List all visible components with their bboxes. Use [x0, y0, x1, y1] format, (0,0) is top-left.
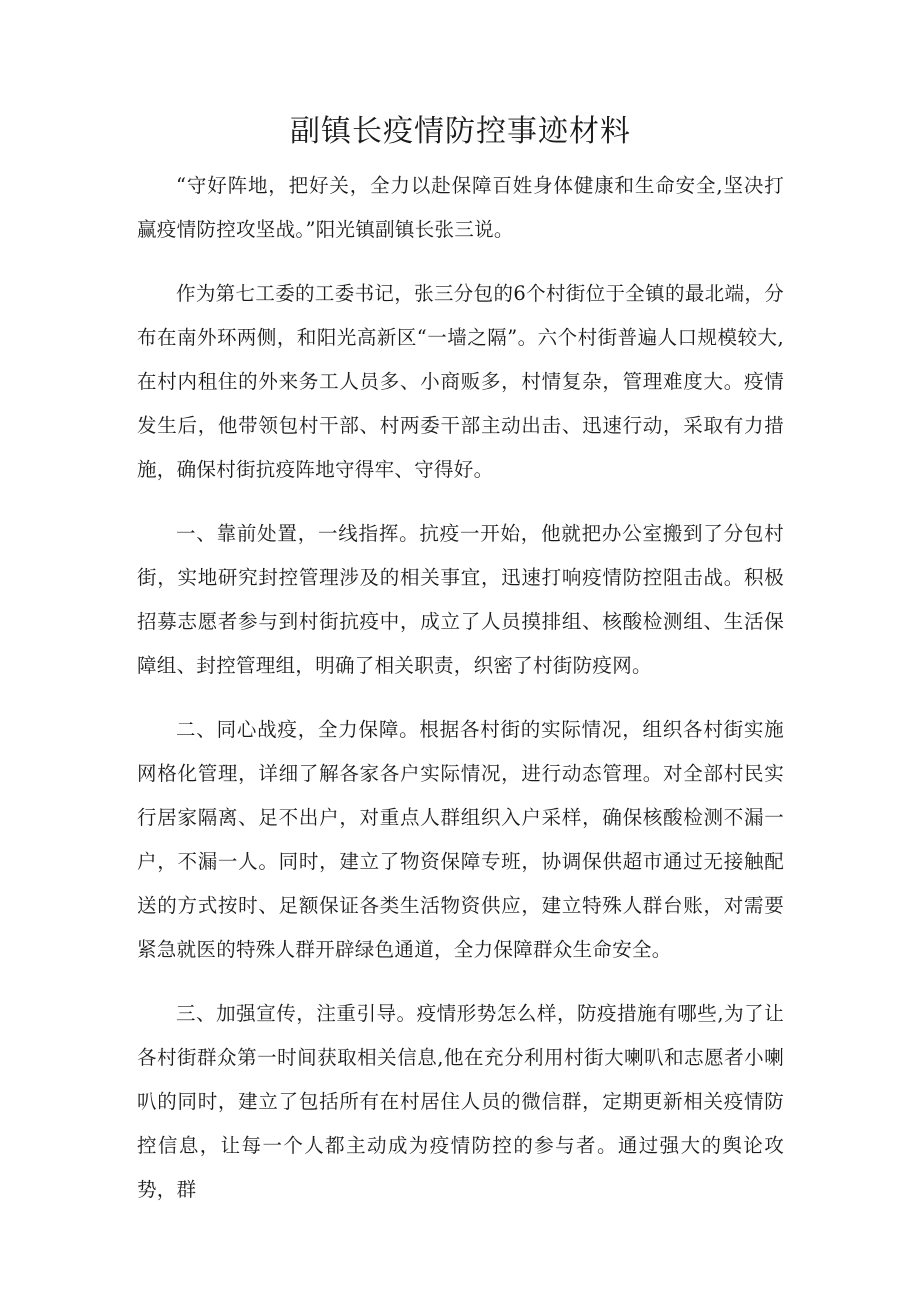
- paragraph-point-two: 二、同心战疫，全力保障。根据各村街的实际情况，组织各村街实施网格化管理，详细了解各家各户实际情况，进行动态管理。对全部村民实行居家隔离、足不出户，对重点人群组织入户采样，确保核酸检测不漏一户，不漏一人。同时，建立了物资保障专班，协调保供超市通过无接触配送的方式按时、足额保证各类生活物资供应，建立特殊人群台账，对需要紧急就医的特殊人群开辟绿色通道，全力保障群众生命安全。: [137, 718, 784, 961]
- paragraph-point-three: 三、加强宣传，注重引导。疫情形势怎么样，防疫措施有哪些,为了让各村街群众第一时间获取相关信息,他在充分利用村街大喇叭和志愿者小喇叭的同时，建立了包括所有在村居住人员的微信群，定期更新相关疫情防控信息，让每一个人都主动成为疫情防控的参与者。通过强大的舆论攻势，群: [137, 1002, 784, 1201]
- paragraph-background: 作为第七工委的工委书记，张三分包的6个村街位于全镇的最北端，分布在南外环两侧，和阳光高新区“一墙之隔”。六个村街普遍人口规模较大,在村内租住的外来务工人员多、小商贩多，村情复杂，管理难度大。疫情发生后，他带领包村干部、村两委干部主动出击、迅速行动，采取有力措施，确保村街抗疫阵地守得牢、守得好。: [137, 282, 784, 481]
- document-title: 副镇长疫情防控事迹材料: [290, 114, 631, 149]
- paragraph-point-one: 一、靠前处置，一线指挥。抗疫一开始，他就把办公室搬到了分包村街，实地研究封控管理涉及的相关事宜，迅速打响疫情防控阻击战。积极招募志愿者参与到村街抗疫中，成立了人员摸排组、核酸检测组、生活保障组、封控管理组，明确了相关职责，织密了村街防疫网。: [137, 522, 784, 677]
- paragraph-quote: “守好阵地，把好关，全力以赴保障百姓身体健康和生命安全,坚决打赢疫情防控攻坚战。”阳光镇副镇长张三说。: [137, 174, 784, 241]
